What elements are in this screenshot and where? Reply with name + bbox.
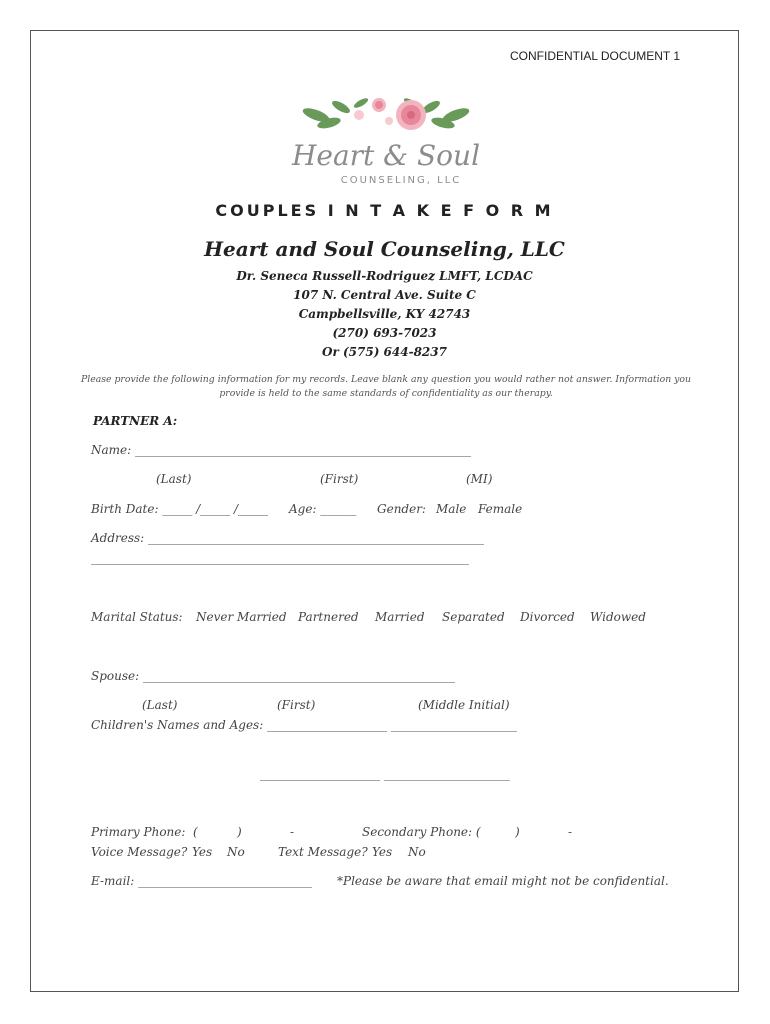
address-line-2[interactable]: _______________________________________________________________ [91, 551, 469, 565]
logo-subtext: COUNSELING, LLC [340, 175, 462, 186]
text-no-option[interactable]: No [408, 845, 426, 859]
children-field[interactable]: Children's Names and Ages: ____________________ _____________________ [91, 718, 517, 732]
marital-option-widowed[interactable]: Widowed [590, 610, 646, 624]
marital-option-divorced[interactable]: Divorced [520, 610, 575, 624]
name-last-label: (Last) [156, 472, 192, 486]
primary-phone-paren-open[interactable]: ( [193, 825, 198, 839]
secondary-phone-label: Secondary Phone: ( [362, 825, 481, 839]
org-street: 107 N. Central Ave. Suite C [293, 288, 476, 302]
age-field[interactable]: Age: ______ [289, 502, 357, 516]
marital-option-never-married[interactable]: Never Married [196, 610, 287, 624]
email-field[interactable]: E-mail: _____________________________ [91, 874, 313, 888]
gender-male-option[interactable]: Male [436, 502, 467, 516]
company-logo [261, 93, 511, 193]
children-field-2[interactable]: ____________________ _____________________ [260, 767, 510, 781]
gender-label: Gender: [377, 502, 426, 516]
marital-status-label: Marital Status: [91, 610, 183, 624]
primary-phone-dash[interactable]: - [290, 825, 295, 839]
form-title: COUPLES I N T A K E F O R M [215, 201, 554, 220]
marital-option-separated[interactable]: Separated [442, 610, 505, 624]
birth-date-field[interactable]: Birth Date: _____ /_____ /_____ [91, 502, 269, 516]
name-mi-label: (MI) [466, 472, 493, 486]
spouse-mi-label: (Middle Initial) [418, 698, 510, 712]
address-field[interactable]: Address: ________________________________________________________ [91, 531, 485, 545]
org-doctor: Dr. Seneca Russell-Rodriguez LMFT, LCDAC [236, 269, 533, 283]
voice-no-option[interactable]: No [227, 845, 245, 859]
confidential-header: CONFIDENTIAL DOCUMENT 1 [509, 49, 680, 63]
gender-female-option[interactable]: Female [478, 502, 523, 516]
spouse-last-label: (Last) [142, 698, 178, 712]
email-note: *Please be aware that email might not be confidential. [337, 874, 669, 888]
voice-message-label: Voice Message? [91, 845, 188, 859]
intro-text: Please provide the following information for my records. Leave blank any question you would rather not answer. Information you provide is held to the same standards of confidentiality as our therapy. [80, 374, 691, 399]
partner-a-heading: PARTNER A: [93, 414, 178, 428]
secondary-phone-dash[interactable]: - [568, 825, 573, 839]
logo-script-text: Heart & Soul [291, 139, 481, 172]
text-message-label: Text Message? [278, 845, 368, 859]
name-first-label: (First) [320, 472, 359, 486]
secondary-phone-paren-close[interactable]: ) [515, 825, 520, 839]
org-phone: (270) 693-7023 [332, 326, 437, 340]
document-page [30, 30, 739, 992]
org-city: Campbellsville, KY 42743 [298, 307, 471, 321]
org-name: Heart and Soul Counseling, LLC [204, 237, 565, 261]
name-field[interactable]: Name: ________________________________________________________ [91, 443, 471, 457]
primary-phone-label: Primary Phone: [91, 825, 186, 839]
marital-option-married[interactable]: Married [375, 610, 425, 624]
floral-logo-icon [261, 93, 511, 193]
org-phone-alt: Or (575) 644-8237 [322, 345, 447, 359]
voice-yes-option[interactable]: Yes [192, 845, 213, 859]
marital-option-partnered[interactable]: Partnered [298, 610, 359, 624]
text-yes-option[interactable]: Yes [372, 845, 393, 859]
spouse-field[interactable]: Spouse: ____________________________________________________ [91, 669, 455, 683]
spouse-first-label: (First) [277, 698, 316, 712]
primary-phone-paren-close[interactable]: ) [237, 825, 242, 839]
